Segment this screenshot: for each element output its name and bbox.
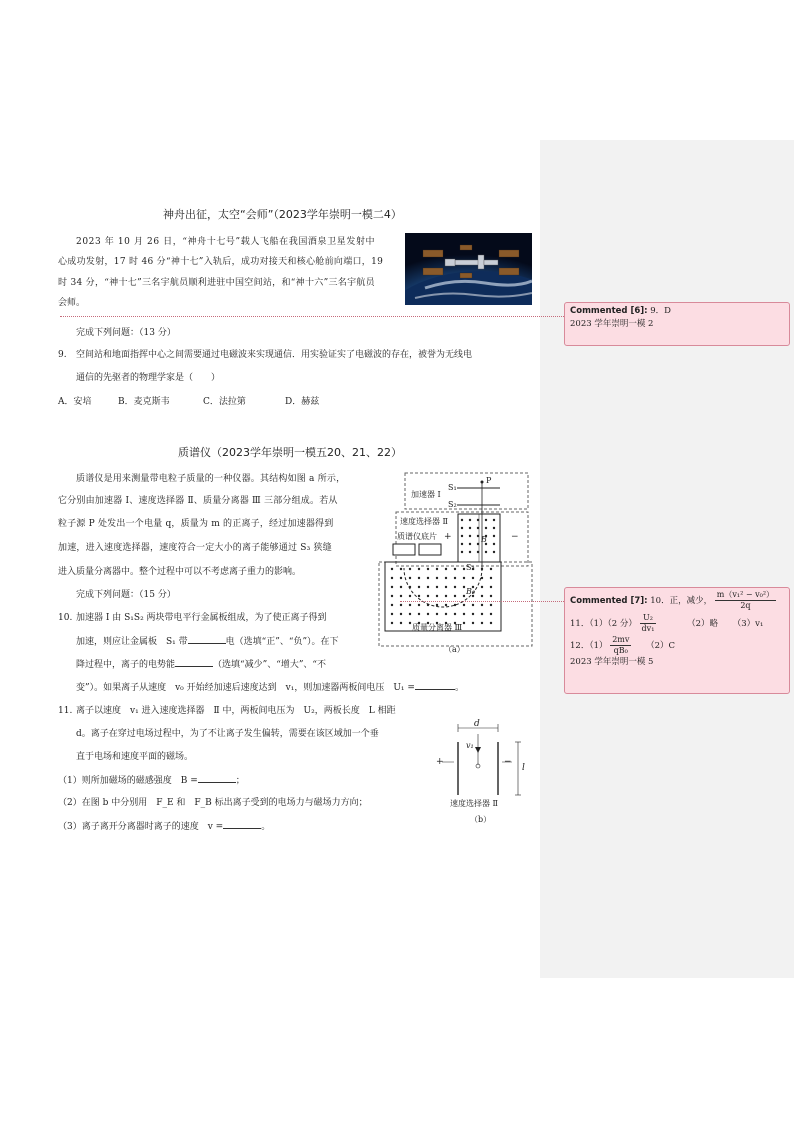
- sub-question: （3）离子离开分离器时离子的速度 v = 。: [58, 822, 271, 832]
- intro-line: 粒子源 P 处发出一个电量 q，质量为 m 的正离子，经过加速器得到: [58, 519, 334, 529]
- label-plus: +: [444, 532, 452, 542]
- field-dot: [400, 577, 402, 579]
- option-b[interactable]: B．麦克斯韦: [118, 397, 170, 407]
- field-dot: [461, 551, 463, 553]
- field-dot: [436, 595, 438, 597]
- figure-a: [378, 472, 534, 662]
- field-dot: [481, 586, 483, 588]
- question-text: 变”）。如果离子从速度 v₀ 开始经加速后速度达到 v₁，则加速器两板间电压 U₁ = 。: [76, 683, 464, 693]
- field-dot: [461, 535, 463, 537]
- field-dot: [454, 613, 456, 615]
- field-dot: [409, 613, 411, 615]
- field-dot: [445, 595, 447, 597]
- field-dot: [418, 604, 420, 606]
- field-dot: [490, 577, 492, 579]
- field-dot: [391, 595, 393, 597]
- intro-line: 会师。: [58, 298, 86, 308]
- field-dot: [391, 577, 393, 579]
- field-dot: [485, 527, 487, 529]
- field-dot: [400, 586, 402, 588]
- field-dot: [490, 604, 492, 606]
- question-text: 通信的先驱者的物理学家是（ ）: [76, 373, 221, 383]
- option-d[interactable]: D．赫兹: [285, 397, 320, 407]
- field-dot: [490, 622, 492, 624]
- field-dot: [490, 568, 492, 570]
- field-dot: [477, 543, 479, 545]
- formula: $\frac{\text{U₂}}{\text{dv₁}}$: [641, 613, 655, 633]
- field-dot: [493, 527, 495, 529]
- intro-line: 进入质量分离器中。整个过程中可以不考虑离子重力的影响。: [58, 567, 302, 577]
- field-dot: [391, 586, 393, 588]
- comment-anchor-line: [60, 316, 564, 317]
- field-dot: [400, 604, 402, 606]
- field-dot: [493, 543, 495, 545]
- label-plate: 质谱仪底片: [397, 532, 437, 541]
- field-dot: [418, 613, 420, 615]
- field-dot: [477, 535, 479, 537]
- intro-line: 加速，进入速度选择器，速度符合一定大小的离子能够通过 S₃ 狭缝: [58, 543, 332, 553]
- sub-question: （1）则所加磁场的磁感强度 B = ；: [58, 776, 245, 786]
- field-dot: [472, 622, 474, 624]
- field-dot: [490, 613, 492, 615]
- label-s2: S₂: [448, 500, 457, 509]
- field-dot: [493, 551, 495, 553]
- label-separator: 质量分离器 Ⅲ: [412, 623, 463, 632]
- answer-blank[interactable]: [415, 681, 455, 690]
- option-c[interactable]: C．法拉第: [203, 397, 246, 407]
- label-d: d: [474, 719, 480, 729]
- field-dot: [461, 519, 463, 521]
- field-dot: [461, 527, 463, 529]
- question-number: 9.: [58, 350, 67, 360]
- answer-blank[interactable]: [198, 774, 236, 783]
- field-dot: [469, 551, 471, 553]
- field-dot: [427, 568, 429, 570]
- section-title-mass-spectrometer: 质谱仪（2023学年崇明一模五20、21、22）: [178, 446, 402, 459]
- sub-question: （2）在图 b 中分别用 F_E 和 F_B 标出离子受到的电场力与磁场力方向；: [58, 798, 368, 808]
- field-dot: [469, 527, 471, 529]
- field-dot: [427, 577, 429, 579]
- field-dot: [409, 604, 411, 606]
- field-dot: [463, 568, 465, 570]
- question-number: 10.: [58, 613, 73, 623]
- intro-line: 心成功发射，17 时 46 分“神十七”入轨后，成功对接天和核心舱前向端口，19: [58, 257, 384, 267]
- label-l: l: [522, 763, 525, 773]
- label-minus: −: [504, 757, 512, 767]
- field-dot: [400, 622, 402, 624]
- instruction-text: 完成下列问题：（13 分）: [76, 328, 176, 338]
- question-text: 离子以速度 v₁ 进入速度选择器 Ⅱ 中，两板间电压为 U₂，两板长度 L 相距: [76, 706, 396, 716]
- field-dot: [463, 595, 465, 597]
- field-dot: [461, 543, 463, 545]
- field-dot: [409, 586, 411, 588]
- formula: $\frac{2mv}{\text{qB₀}}$: [612, 635, 630, 655]
- field-dot: [485, 519, 487, 521]
- intro-line: 它分别由加速器 Ⅰ、速度选择器 Ⅱ、质量分离器 Ⅲ 三部分组成。若从: [58, 496, 338, 506]
- section-title-shenzhou: 神舟出征，太空“会师”（2023学年崇明一模二4）: [163, 208, 402, 221]
- field-dot: [409, 577, 411, 579]
- formula: $\frac{\text{m（v₁² − v₀²）}}{2q}$: [716, 590, 775, 610]
- question-text: 空间站和地面指挥中心之间需要通过电磁波来实现通信．用实验证实了电磁波的存在，被誉为无线电: [76, 350, 473, 360]
- question-text: 直于电场和速度平面的磁场。: [76, 752, 194, 762]
- option-a[interactable]: A．安培: [58, 397, 92, 407]
- field-dot: [409, 622, 411, 624]
- label-v1: v₁: [466, 741, 474, 750]
- field-dot: [409, 568, 411, 570]
- field-dot: [436, 586, 438, 588]
- field-dot: [490, 595, 492, 597]
- field-dot: [490, 586, 492, 588]
- field-dot: [481, 568, 483, 570]
- field-dot: [445, 586, 447, 588]
- label-plus: +: [436, 757, 444, 767]
- field-dot: [472, 577, 474, 579]
- field-dot: [454, 577, 456, 579]
- field-dot: [493, 535, 495, 537]
- field-dot: [463, 622, 465, 624]
- answer-blank[interactable]: [223, 820, 261, 829]
- label-s3: S₃: [466, 563, 475, 572]
- field-dot: [463, 604, 465, 606]
- field-dot: [481, 613, 483, 615]
- field-dot: [391, 568, 393, 570]
- field-dot: [469, 543, 471, 545]
- instruction-text: 完成下列问题：（15 分）: [76, 590, 176, 600]
- comment-margin: [540, 140, 794, 978]
- field-dot: [481, 604, 483, 606]
- field-dot: [445, 613, 447, 615]
- space-station-photo: [405, 233, 532, 305]
- field-dot: [477, 551, 479, 553]
- field-dot: [463, 577, 465, 579]
- field-dot: [427, 604, 429, 606]
- field-dot: [493, 519, 495, 521]
- field-dot: [400, 595, 402, 597]
- question-text: 降过程中，离子的电势能 （选填“减少”、“增大”、“不: [76, 660, 327, 670]
- answer-blank[interactable]: [188, 635, 226, 644]
- field-dot: [477, 519, 479, 521]
- intro-line: 质谱仪是用来测量带电粒子质量的一种仪器。其结构如图 a 所示，: [76, 474, 346, 484]
- comment-6[interactable]: Commented [6]: 9．D 2023 学年崇明一模 2: [564, 302, 790, 346]
- figure-b: [432, 720, 532, 830]
- field-dot: [436, 613, 438, 615]
- label-selector: 速度选择器 Ⅱ: [400, 517, 448, 526]
- question-number: 11.: [58, 706, 73, 716]
- field-dot: [469, 535, 471, 537]
- field-dot: [485, 551, 487, 553]
- label-p: P: [486, 476, 492, 485]
- field-dot: [427, 586, 429, 588]
- field-dot: [436, 568, 438, 570]
- field-dot: [427, 613, 429, 615]
- field-dot: [445, 577, 447, 579]
- label-minus: −: [511, 532, 519, 542]
- field-dot: [481, 622, 483, 624]
- label-s1: S₁: [448, 483, 457, 492]
- field-dot: [454, 586, 456, 588]
- field-dot: [391, 604, 393, 606]
- label-b: B: [481, 535, 487, 544]
- field-dot: [463, 586, 465, 588]
- answer-blank[interactable]: [175, 658, 213, 667]
- field-dot: [454, 595, 456, 597]
- field-dot: [454, 604, 456, 606]
- field-dot: [409, 595, 411, 597]
- field-dot: [400, 568, 402, 570]
- field-dot: [463, 613, 465, 615]
- field-dot: [477, 527, 479, 529]
- field-dot: [418, 568, 420, 570]
- label-b0: B₀: [466, 587, 476, 596]
- field-dot: [472, 604, 474, 606]
- question-text: d。离子在穿过电场过程中，为了不让离子发生偏转，需要在该区域加一个垂: [76, 729, 379, 739]
- field-dot: [454, 568, 456, 570]
- field-dot: [472, 613, 474, 615]
- comment-anchor-line: [400, 601, 564, 602]
- field-dot: [418, 577, 420, 579]
- intro-line: 时 34 分，“神十七”三名宇航员顺利进驻中国空间站，和“神十六”三名宇航员: [58, 278, 375, 288]
- figure-caption: （b）: [470, 815, 492, 824]
- field-dot: [427, 595, 429, 597]
- field-dot: [436, 577, 438, 579]
- field-dot: [481, 595, 483, 597]
- label-accelerator: 加速器 Ⅰ: [411, 490, 441, 499]
- figure-caption: （a）: [444, 645, 465, 654]
- field-dot: [391, 622, 393, 624]
- field-dot: [445, 568, 447, 570]
- field-dot: [418, 595, 420, 597]
- intro-line: 2023 年 10 月 26 日，“神舟十七号”载人飞船在我国酒泉卫星发射中: [76, 237, 376, 247]
- comment-7[interactable]: Commented [7]: 10．正，减少， $\frac{\text{m（v₁² − v₀²）}}{2q}$ 11．（1）（2 分） $\frac{\text{U₂}}{\text{dv₁}}$ （2）略 （3）v₁ 12．（1） $\frac{2mv}{\text{qB₀}}$ （2）C 2023 学年崇明一模 5: [564, 587, 790, 694]
- field-dot: [391, 613, 393, 615]
- field-dot: [400, 613, 402, 615]
- field-dot: [469, 519, 471, 521]
- field-dot: [481, 577, 483, 579]
- question-text: 加速，则应让金属板 S₁ 带 电（选填“正”、“负”）。在下: [76, 637, 339, 647]
- field-dot: [436, 604, 438, 606]
- label-selector-b: 速度选择器 Ⅱ: [450, 799, 498, 808]
- field-dot: [445, 604, 447, 606]
- question-text: 加速器 Ⅰ 由 S₁S₂ 两块带电平行金属板组成，为了使正离子得到: [76, 613, 327, 623]
- field-dot: [418, 586, 420, 588]
